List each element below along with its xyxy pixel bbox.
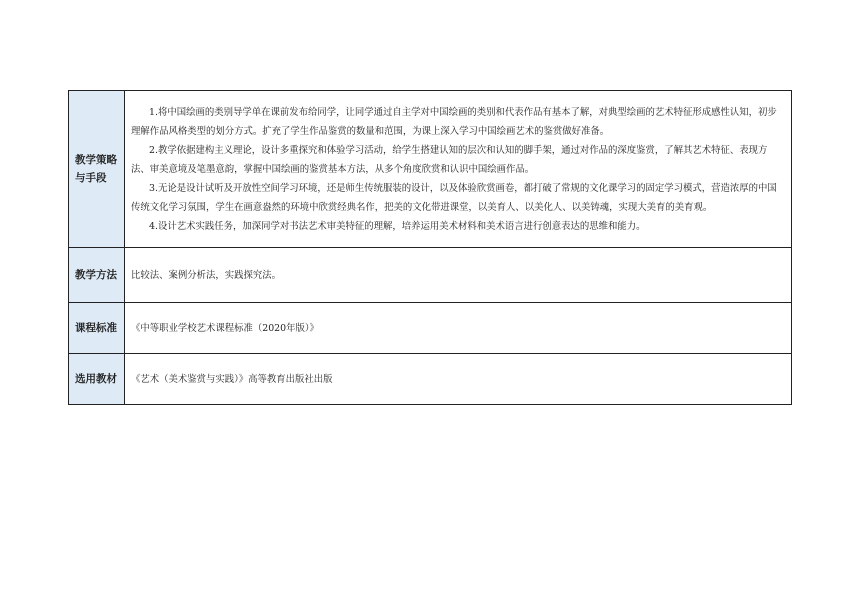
- strategy-paragraph-2: 2.教学依据建构主义理论，设计多重探究和体验学习活动，给学生搭建认知的层次和认知的脚手架，通过对作品的深度鉴赏，了解其艺术特征、表现方法、审美意境及笔墨意韵，掌握中国绘画的鉴赏基本方法，从多个角度欣赏和认识中国绘画作品。: [131, 144, 768, 175]
- table-row-strategy: [69, 91, 792, 248]
- standard-label: 课程标准: [69, 303, 125, 354]
- textbook-content: 《艺术（美术鉴赏与实践）》高等教育出版社出版: [125, 354, 792, 405]
- strategy-paragraph-3: 3.无论是设计试听及开放性空间学习环境，还是师生传统服装的设计，以及体验欣赏画卷，都打破了常规的文化课学习的固定学习模式，营造浓厚的中国传统文化学习氛围，学生在画意盎然的环境中欣赏经典名作，把美的文化带进课堂，以美育人、以美化人、以美铸魂，实现大美育的美育观。: [131, 182, 777, 213]
- method-label: 教学方法: [69, 248, 125, 303]
- table-row-method: [69, 248, 792, 303]
- strategy-content: [125, 91, 792, 248]
- standard-content: 《中等职业学校艺术课程标准（2020年版）》: [125, 303, 792, 354]
- textbook-label: 选用教材: [69, 354, 125, 405]
- strategy-paragraph-4: 4.设计艺术实践任务，加深同学对书法艺术审美特征的理解，培养运用美术材料和美术语言进行创意表达的思维和能力。: [149, 220, 646, 232]
- strategy-paragraph-1: 1.将中国绘画的类别导学单在课前发布给同学，让同学通过自主学对中国绘画的类别和代表作品有基本了解，对典型绘画的艺术特征形成感性认知，初步理解作品风格类型的划分方式。扩充了学生作品鉴赏的数量和范围，为课上深入学习中国绘画艺术的鉴赏做好准备。: [131, 106, 777, 137]
- table-row-standard: [69, 303, 792, 354]
- table-row-textbook: [69, 354, 792, 405]
- strategy-label: 教学策略与手段: [69, 91, 125, 248]
- lesson-plan-table: [68, 90, 792, 405]
- method-content: 比较法、案例分析法，实践探究法。: [125, 248, 792, 303]
